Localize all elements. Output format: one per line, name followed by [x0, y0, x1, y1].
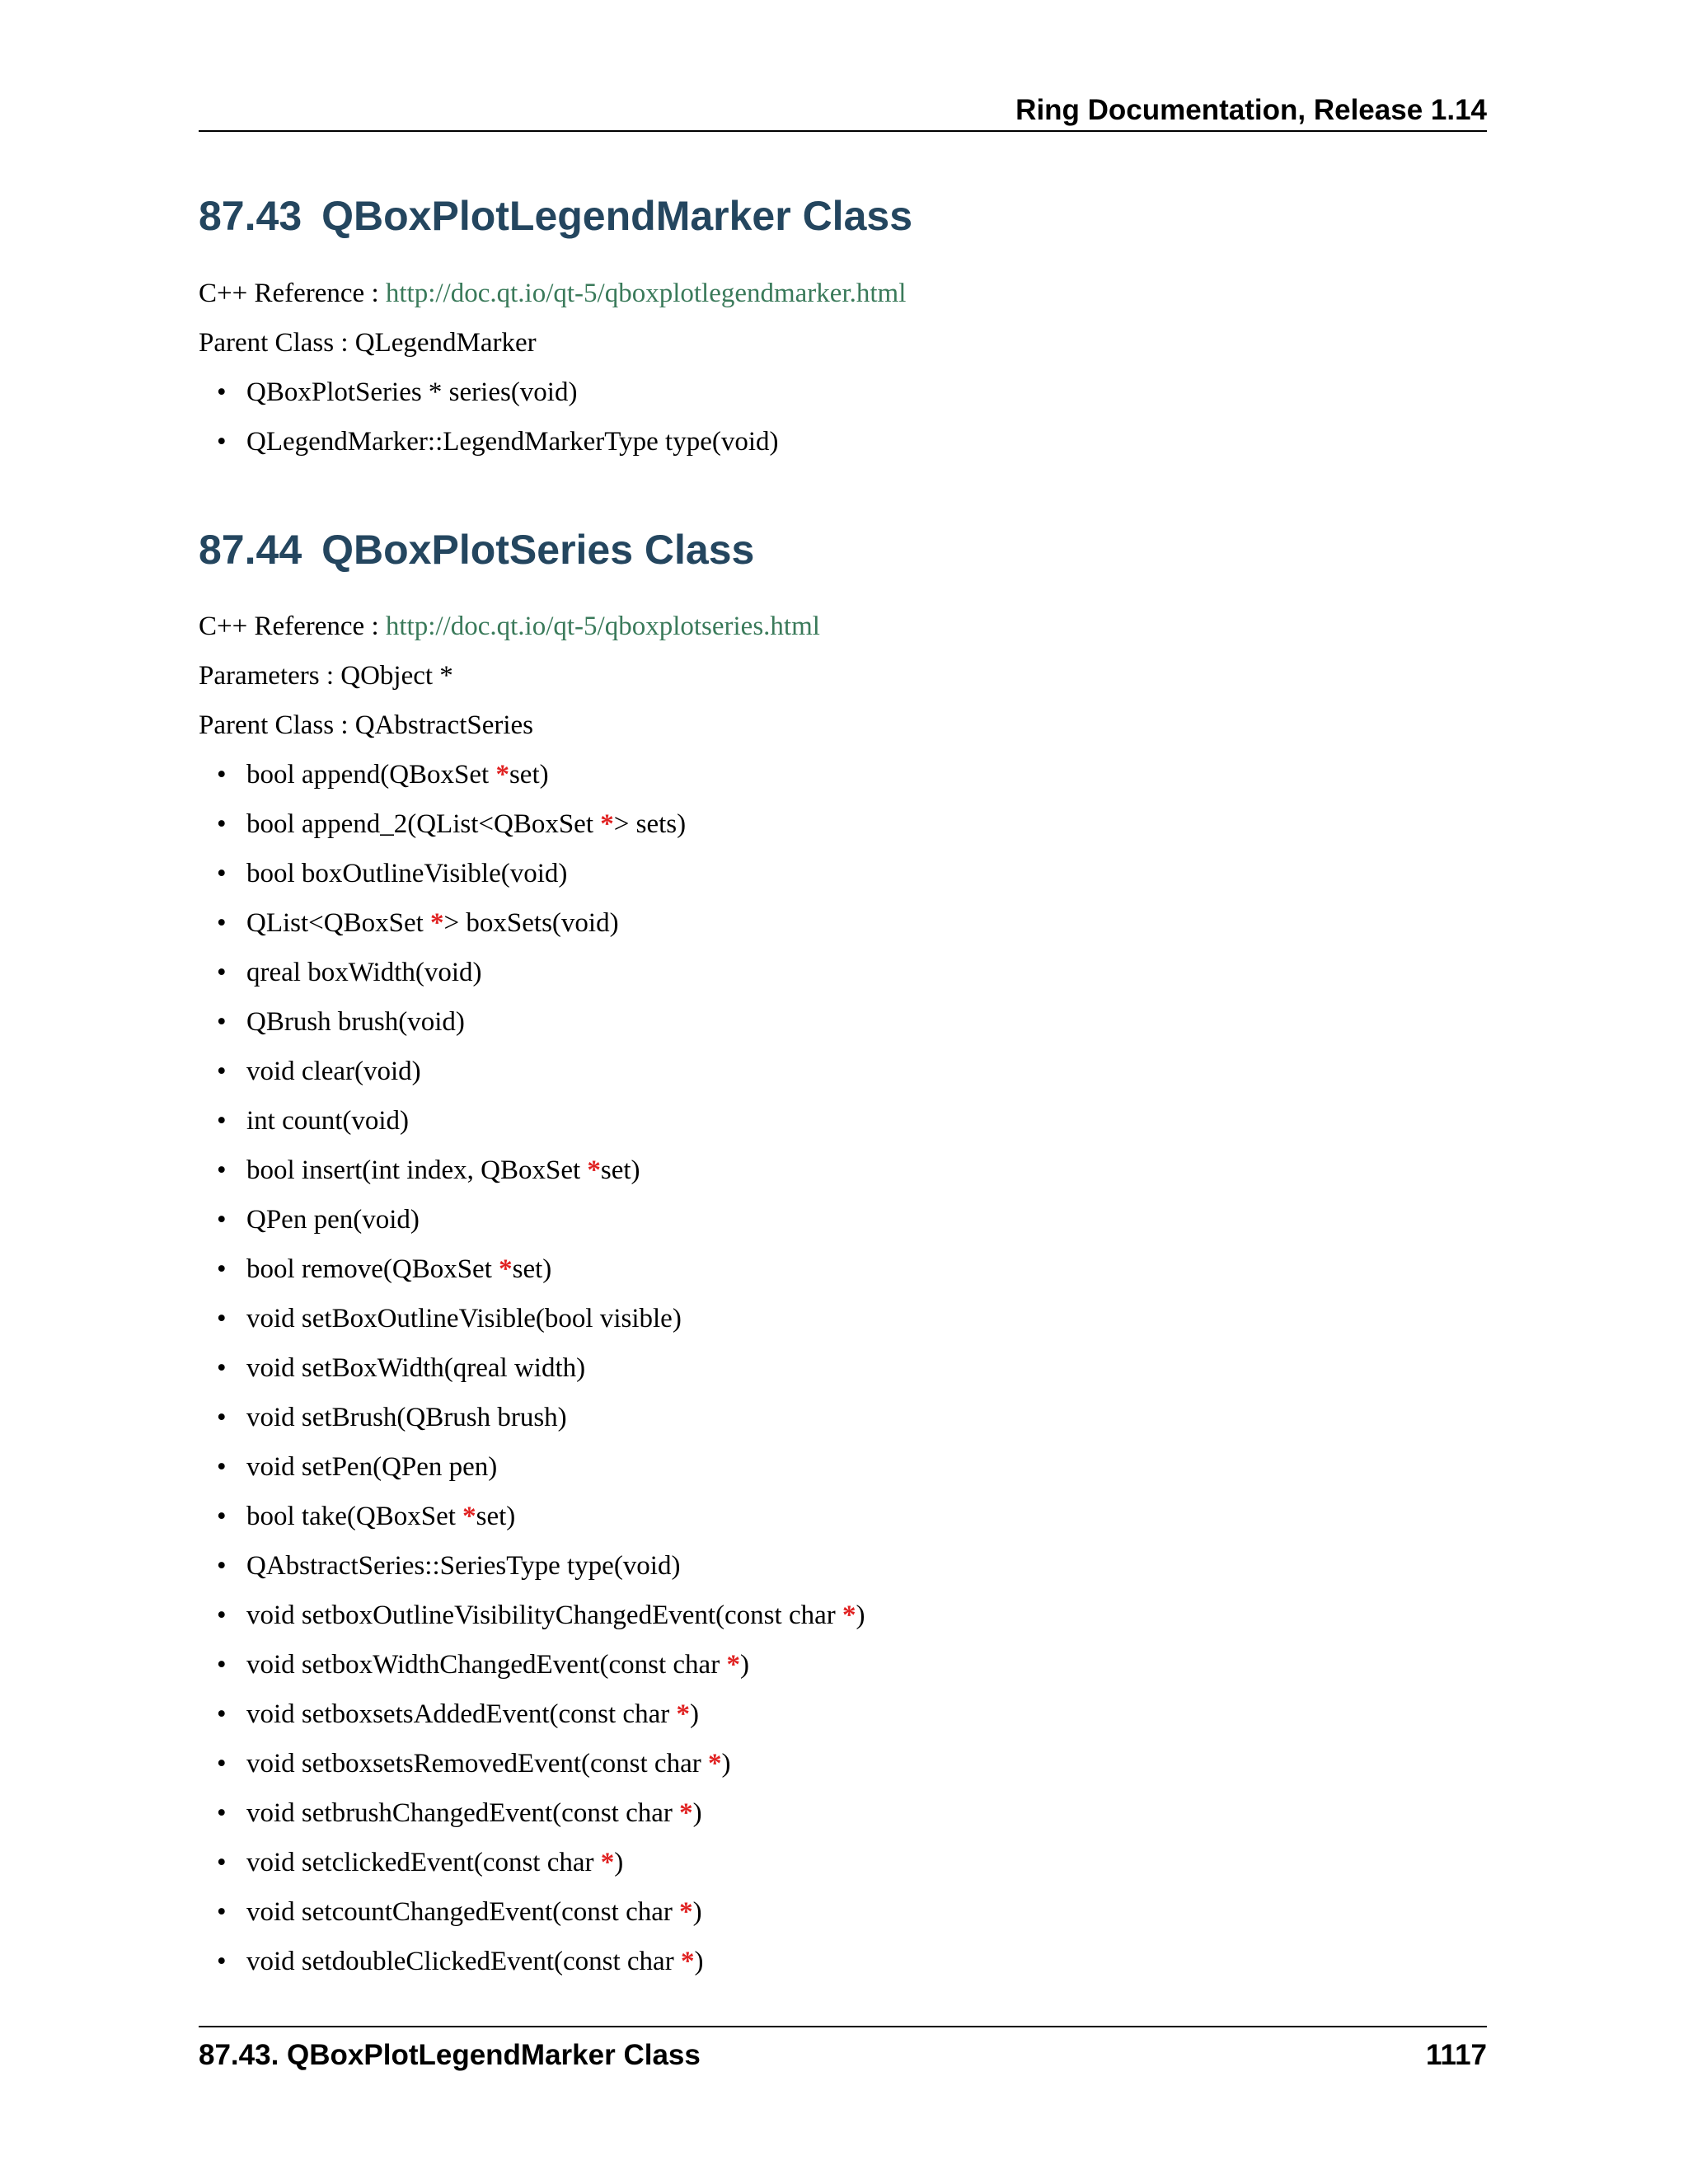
bullet-icon: •: [217, 1798, 227, 1828]
method-item: • void setclickedEvent(const char *): [217, 1848, 624, 1877]
bullet-icon: •: [217, 1897, 227, 1927]
method-item: • bool insert(int index, QBoxSet *set): [217, 1155, 640, 1185]
bullet-icon: •: [217, 908, 227, 938]
method-item: • void setcountChangedEvent(const char *): [217, 1897, 702, 1927]
bullet-icon: •: [217, 1304, 227, 1333]
method-item: • void setBoxOutlineVisible(bool visible): [217, 1304, 682, 1333]
method-list: [199, 376, 1487, 458]
section-title: QBoxPlotSeries Class: [321, 527, 755, 573]
parameters: Parameters : QObject *: [199, 661, 453, 691]
bullet-icon: •: [217, 1254, 227, 1284]
bullet-icon: •: [217, 1601, 227, 1630]
method-item: • void setBoxWidth(qreal width): [217, 1353, 586, 1383]
method-item: • bool boxOutlineVisible(void): [217, 859, 568, 888]
method-item: • QList<QBoxSet *> boxSets(void): [217, 908, 619, 938]
bullet-icon: •: [217, 809, 227, 839]
reference-label: C++ Reference :: [199, 279, 386, 308]
method-item: • bool remove(QBoxSet *set): [217, 1254, 552, 1284]
parent-class: Parent Class : QLegendMarker: [199, 328, 537, 358]
method-item: • int count(void): [217, 1106, 410, 1136]
section-heading: [199, 191, 1487, 241]
section-number: 87.43: [199, 193, 302, 239]
method-item: • qreal boxWidth(void): [217, 958, 482, 987]
method-item: • void setPen(QPen pen): [217, 1452, 498, 1482]
method-item: • QBoxPlotSeries * series(void): [217, 377, 578, 407]
method-item: • void setdoubleClickedEvent(const char *): [217, 1947, 704, 1976]
bullet-icon: •: [217, 1205, 227, 1235]
bullet-icon: •: [217, 1650, 227, 1680]
method-item: • void setbrushChangedEvent(const char *): [217, 1798, 702, 1828]
bullet-icon: •: [217, 1848, 227, 1877]
bullet-icon: •: [217, 1403, 227, 1432]
bullet-icon: •: [217, 1699, 227, 1729]
method-item: • void setBrush(QBrush brush): [217, 1403, 567, 1432]
bullet-icon: •: [217, 427, 227, 457]
bullet-icon: •: [217, 958, 227, 987]
page-number: 1117: [1426, 2039, 1487, 2071]
method-item: • QLegendMarker::LegendMarkerType type(void): [217, 427, 779, 457]
cpp-reference: [199, 610, 1487, 643]
method-item: • QPen pen(void): [217, 1205, 420, 1235]
section-qboxplotseries: [199, 525, 1487, 1994]
method-item: • QBrush brush(void): [217, 1007, 465, 1037]
method-item: • void clear(void): [217, 1057, 421, 1086]
section-qboxplotlegendmarker: [199, 191, 1487, 475]
bullet-icon: •: [217, 859, 227, 888]
bullet-icon: •: [217, 1057, 227, 1086]
method-item: • void setboxOutlineVisibilityChangedEvent(const char *): [217, 1601, 865, 1630]
bullet-icon: •: [217, 1947, 227, 1976]
reference-link[interactable]: http://doc.qt.io/qt-5/qboxplotseries.html: [385, 612, 820, 641]
bullet-icon: •: [217, 1551, 227, 1581]
page-header: [199, 91, 1487, 132]
parent-class: Parent Class : QAbstractSeries: [199, 710, 534, 740]
bullet-icon: •: [217, 1155, 227, 1185]
reference-link[interactable]: http://doc.qt.io/qt-5/qboxplotlegendmarker.html: [385, 279, 907, 308]
footer-section-label: 87.43. QBoxPlotLegendMarker Class: [199, 2039, 701, 2071]
method-list: [199, 758, 1487, 1978]
method-item: • void setboxsetsRemovedEvent(const char *): [217, 1749, 731, 1779]
reference-label: C++ Reference :: [199, 612, 386, 641]
bullet-icon: •: [217, 1749, 227, 1779]
section-number: 87.44: [199, 527, 302, 573]
page-footer: [199, 2026, 1487, 2077]
section-title: QBoxPlotLegendMarker Class: [321, 193, 912, 239]
cpp-reference: [199, 277, 1487, 310]
bullet-icon: •: [217, 377, 227, 407]
section-heading: [199, 525, 1487, 574]
bullet-icon: •: [217, 1353, 227, 1383]
method-item: • void setboxWidthChangedEvent(const char *): [217, 1650, 749, 1680]
bullet-icon: •: [217, 1106, 227, 1136]
method-item: • void setboxsetsAddedEvent(const char *): [217, 1699, 699, 1729]
header-title: Ring Documentation, Release 1.14: [1015, 94, 1487, 126]
method-item: • bool append(QBoxSet *set): [217, 760, 549, 790]
method-item: • bool take(QBoxSet *set): [217, 1502, 516, 1531]
bullet-icon: •: [217, 1502, 227, 1531]
bullet-icon: •: [217, 1452, 227, 1482]
bullet-icon: •: [217, 1007, 227, 1037]
bullet-icon: •: [217, 760, 227, 790]
method-item: • bool append_2(QList<QBoxSet *> sets): [217, 809, 687, 839]
method-item: • QAbstractSeries::SeriesType type(void): [217, 1551, 681, 1581]
